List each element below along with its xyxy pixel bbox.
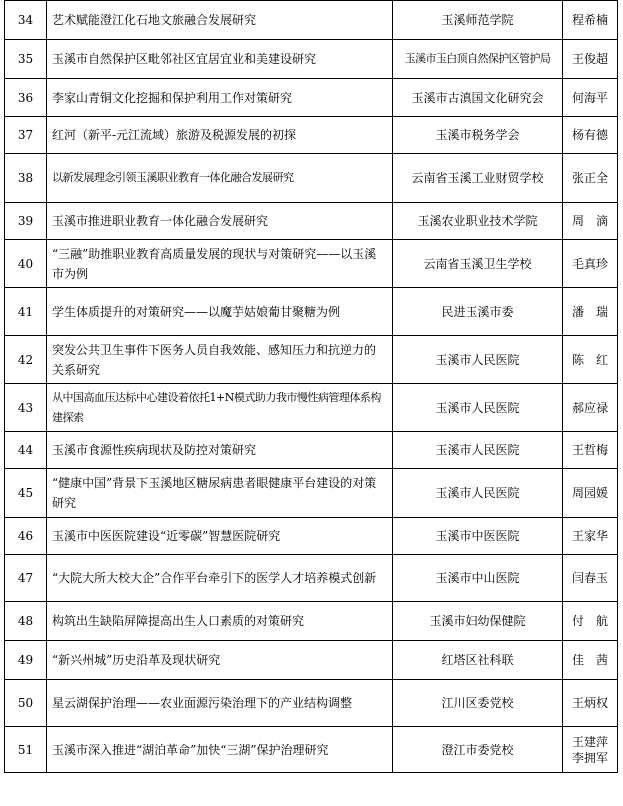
row-organization: 云南省玉溪卫生学校 <box>393 240 563 288</box>
row-number: 47 <box>5 555 47 602</box>
table-row <box>5 518 618 555</box>
row-person: 程希楠 <box>563 1 618 40</box>
row-number: 34 <box>5 1 47 40</box>
row-person: 王哲梅 <box>563 432 618 469</box>
row-person: 潘 瑞 <box>563 288 618 336</box>
row-organization: 江川区委党校 <box>393 680 563 727</box>
table-row <box>5 680 618 727</box>
table-row <box>5 432 618 469</box>
table-row <box>5 469 618 518</box>
row-number: 48 <box>5 602 47 641</box>
row-title: 玉溪市食源性疾病现状及防控对策研究 <box>47 432 393 469</box>
row-organization: 玉溪市人民医院 <box>393 432 563 469</box>
row-organization: 玉溪市人民医院 <box>393 469 563 518</box>
table-row <box>5 602 618 641</box>
row-organization: 玉溪师范学院 <box>393 1 563 40</box>
row-number: 45 <box>5 469 47 518</box>
row-number: 43 <box>5 384 47 432</box>
row-number: 36 <box>5 79 47 117</box>
row-organization: 玉溪市税务学会 <box>393 117 563 154</box>
row-number: 35 <box>5 40 47 79</box>
row-title: “健康中国”背景下玉溪地区糖尿病患者眼健康平台建设的对策研究 <box>47 469 393 518</box>
research-topic-table <box>4 0 618 773</box>
row-person: 王炳权 <box>563 680 618 727</box>
row-title: 艺术赋能澄江化石地文旅融合发展研究 <box>47 1 393 40</box>
table-row <box>5 40 618 79</box>
row-number: 46 <box>5 518 47 555</box>
table-row <box>5 384 618 432</box>
row-person: 佳 茜 <box>563 641 618 680</box>
table-row <box>5 641 618 680</box>
row-organization: 玉溪市古滇国文化研究会 <box>393 79 563 117</box>
row-person: 周园媛 <box>563 469 618 518</box>
row-title: “新兴州城”历史沿革及现状研究 <box>47 641 393 680</box>
row-title: 玉溪市深入推进“湖泊革命”加快“三湖”保护治理研究 <box>47 727 393 773</box>
row-person: 毛真珍 <box>563 240 618 288</box>
row-number: 39 <box>5 203 47 240</box>
table-row <box>5 336 618 384</box>
row-organization: 玉溪市中山医院 <box>393 555 563 602</box>
table-row <box>5 288 618 336</box>
row-number: 42 <box>5 336 47 384</box>
row-person: 周 滴 <box>563 203 618 240</box>
row-person: 闫春玉 <box>563 555 618 602</box>
row-organization: 民进玉溪市委 <box>393 288 563 336</box>
row-number: 49 <box>5 641 47 680</box>
row-number: 38 <box>5 154 47 203</box>
row-title: 学生体质提升的对策研究——以魔芋姑娘葡甘聚糖为例 <box>47 288 393 336</box>
row-title: 星云湖保护治理——农业面源污染治理下的产业结构调整 <box>47 680 393 727</box>
row-title: 突发公共卫生事件下医务人员自我效能、感知压力和抗逆力的关系研究 <box>47 336 393 384</box>
row-title: 构筑出生缺陷屏障提高出生人口素质的对策研究 <box>47 602 393 641</box>
table-row <box>5 117 618 154</box>
research-topic-table-page <box>4 0 618 773</box>
row-title: 李家山青铜文化挖掘和保护利用工作对策研究 <box>47 79 393 117</box>
row-organization: 红塔区社科联 <box>393 641 563 680</box>
row-title: “三融”助推职业教育高质量发展的现状与对策研究——以玉溪市为例 <box>47 240 393 288</box>
row-person: 张正全 <box>563 154 618 203</box>
row-person: 杨有德 <box>563 117 618 154</box>
row-organization: 玉溪市人民医院 <box>393 336 563 384</box>
row-organization: 澄江市委党校 <box>393 727 563 773</box>
row-title: 玉溪市中医医院建设“近零碳”智慧医院研究 <box>47 518 393 555</box>
row-number: 37 <box>5 117 47 154</box>
table-row <box>5 79 618 117</box>
row-title: 以新发展理念引领玉溪职业教育一体化融合发展研究 <box>47 154 393 203</box>
row-person: 王家华 <box>563 518 618 555</box>
table-row <box>5 154 618 203</box>
table-body <box>5 1 618 773</box>
row-organization: 玉溪市中医医院 <box>393 518 563 555</box>
row-organization: 玉溪市妇幼保健院 <box>393 602 563 641</box>
row-person: 郝应禄 <box>563 384 618 432</box>
row-person: 何海平 <box>563 79 618 117</box>
table-row <box>5 555 618 602</box>
row-person: 陈 红 <box>563 336 618 384</box>
row-organization: 玉溪市人民医院 <box>393 384 563 432</box>
row-organization: 玉溪市玉白顶自然保护区管护局 <box>393 40 563 79</box>
table-row <box>5 1 618 40</box>
table-row <box>5 727 618 773</box>
row-title: 红河（新平-元江流域）旅游及税源发展的初探 <box>47 117 393 154</box>
row-title: “大院大所大校大企”合作平台牵引下的医学人才培养模式创新 <box>47 555 393 602</box>
row-title: 从中国高血压达标中心建设着依托1+N模式助力我市慢性病管理体系构建探索 <box>47 384 393 432</box>
row-person: 王俊超 <box>563 40 618 79</box>
row-organization: 玉溪农业职业技术学院 <box>393 203 563 240</box>
row-person: 王建萍 李拥军 <box>563 727 618 773</box>
row-number: 41 <box>5 288 47 336</box>
table-row <box>5 203 618 240</box>
row-number: 50 <box>5 680 47 727</box>
row-title: 玉溪市推进职业教育一体化融合发展研究 <box>47 203 393 240</box>
row-number: 44 <box>5 432 47 469</box>
row-number: 51 <box>5 727 47 773</box>
row-number: 40 <box>5 240 47 288</box>
row-person: 付 航 <box>563 602 618 641</box>
row-title: 玉溪市自然保护区毗邻社区宜居宜业和美建设研究 <box>47 40 393 79</box>
table-row <box>5 240 618 288</box>
row-organization: 云南省玉溪工业财贸学校 <box>393 154 563 203</box>
